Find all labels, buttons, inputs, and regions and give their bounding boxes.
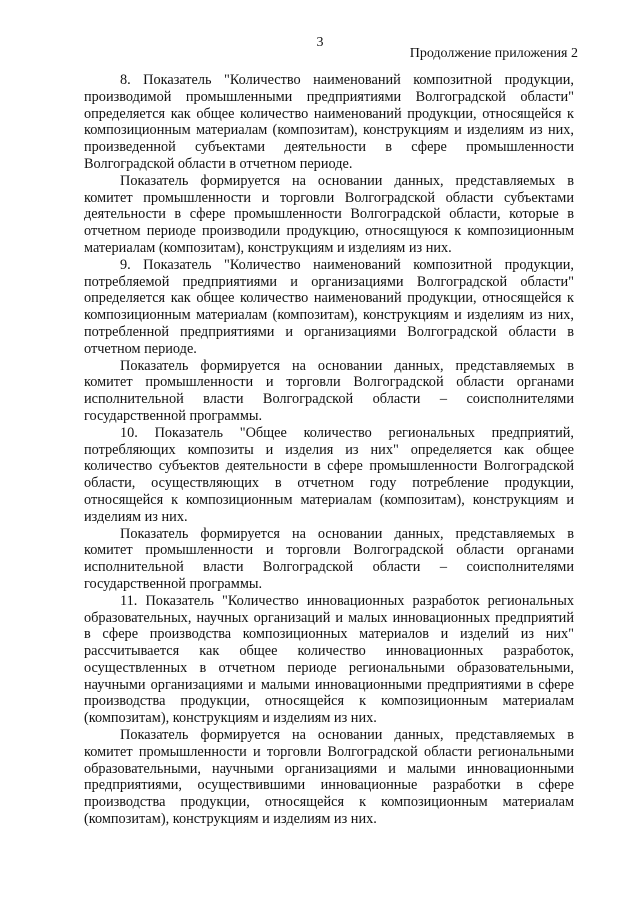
paragraph-indicator-9: 9. Показатель "Количество наименований композитной продукции, потребляемой предприятиями и организациями Волгоградской области" определяется как общее количество наименований продукции, относящейся к композиционным материалам (композитам), конструкциям и изделиям из них, потребленной предприятиями и организациями Волгоградской области в отчетном периоде. [84,256,574,357]
paragraph-indicator-8: 8. Показатель "Количество наименований композитной продукции, производимой промышленными предприятиями Волгоградской области" определяется как общее количество наименований продукции, относящейся к композиционным материалам (композитам), конструкциям и изделиям из них, произведенной субъектами деятельности в сфере промышленности Волгоградской области в отчетном периоде. [84,72,574,172]
paragraph-indicator-10-source: Показатель формируется на основании данных, представляемых в комитет промышленности и торговли Волгоградской области органами исполнительной власти Волгоградской области – соисполнителями государственной программы. [84,525,574,592]
paragraph-indicator-11: 11. Показатель "Количество инновационных разработок региональных образовательных, научных организаций и малых инновационных предприятий в сфере производства композиционных материалов и изделий из них" рассчитывается как общее количество инновационных разработок, осуществленных в отчетном периоде региональными образовательными, научными организациями и малыми инновационными предприятиями в сфере производства продукции, относящейся к композиционным материалам (композитам), конструкциям и изделиям из них. [84,592,574,727]
continuation-note: Продолжение приложения 2 [409,46,578,61]
paragraph-indicator-10: 10. Показатель "Общее количество региональных предприятий, потребляющих композиты и изделия из них" определяется как общее количество субъектов деятельности в сфере промышленности Волгоградской области, осуществляющих в отчетном году потребление продукции, относящейся к композиционным материалам (композитам), конструкциям и изделиям из них. [84,424,574,525]
paragraph-indicator-8-source: Показатель формируется на основании данных, представляемых в комитет промышленности и торговли Волгоградской области субъектами деятельности в сфере промышленности Волгоградской области, которые в отчетном периоде производили продукцию, относящуюся к композиционным материалам (композитам), конструкциям и изделиям из них. [84,172,574,256]
paragraph-indicator-11-source: Показатель формируется на основании данных, представляемых в комитет промышленности и торговли Волгоградской области региональными образовательными, научными организациями и малыми инновационными предприятиями, осуществившими инновационные разработки в сфере производства продукции, относящейся к композиционным материалам (композитам), конструкциям и изделиям из них. [84,727,574,828]
document-body [84,72,574,828]
page-number: 3 [316,35,324,50]
paragraph-indicator-9-source: Показатель формируется на основании данных, представляемых в комитет промышленности и торговли Волгоградской области органами исполнительной власти Волгоградской области – соисполнителями государственной программы. [84,357,574,424]
